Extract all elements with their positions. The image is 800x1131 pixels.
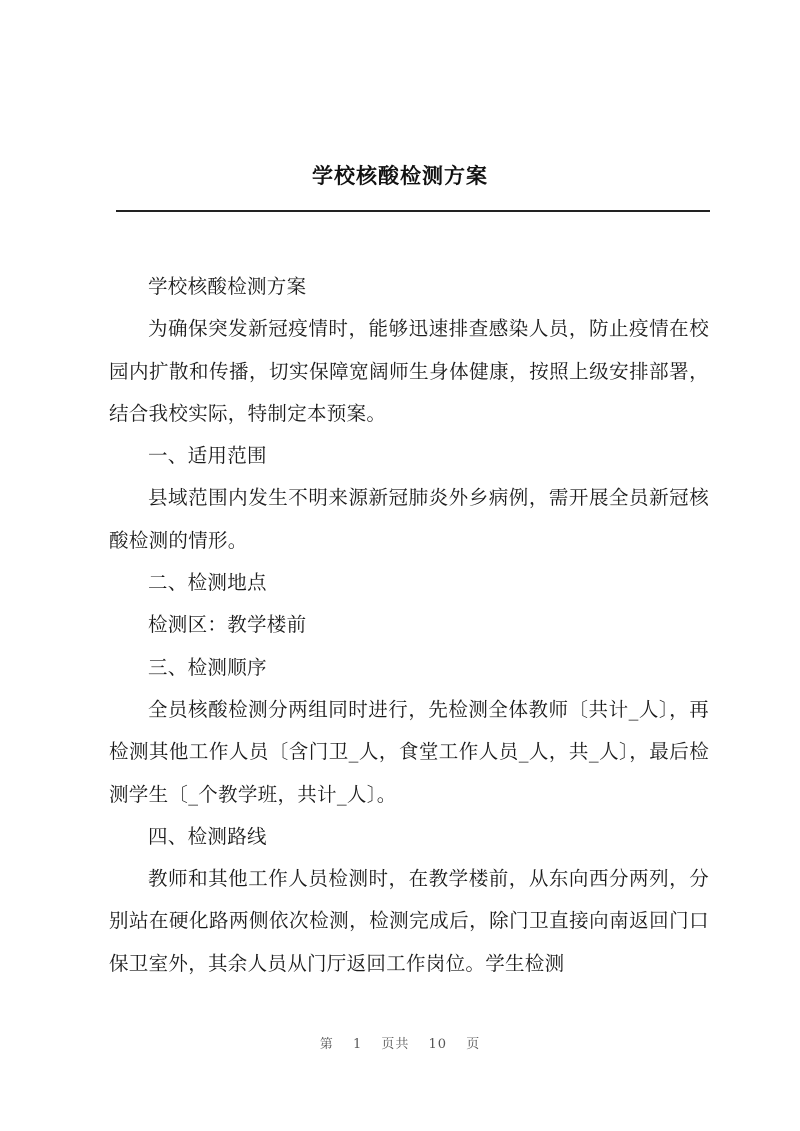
document-body bbox=[109, 266, 709, 985]
paragraph-heading: 学校核酸检测方案 bbox=[148, 275, 307, 298]
section-heading-location: 二、检测地点 bbox=[148, 571, 267, 595]
paragraph-route: 教师和其他工作人员检测时，在教学楼前，从东向西分两列，分别站在硬化路两侧依次检测，检测完成后，除门卫直接向南返回门口保卫室外，其余人员从门厅返回工作岗位。学生检测 bbox=[109, 867, 709, 975]
section-heading-scope: 一、适用范围 bbox=[148, 444, 267, 468]
footer-current-page: 1 bbox=[352, 1037, 363, 1052]
title-divider bbox=[116, 210, 710, 212]
footer-label-of: 页共 bbox=[381, 1037, 410, 1052]
footer-total-pages: 10 bbox=[428, 1037, 448, 1052]
document-title: 学校核酸检测方案 bbox=[312, 163, 488, 188]
paragraph-location: 检测区：教学楼前 bbox=[148, 613, 307, 637]
footer-label-pages: 页 bbox=[466, 1037, 481, 1052]
footer-label-page: 第 bbox=[319, 1037, 334, 1052]
paragraph-order: 全员核酸检测分两组同时进行，先检测全体教师〔共计_人〕，再检测其他工作人员〔含门卫_人，食堂工作人员_人，共_人〕，最后检测学生〔_个教学班，共计_人〕。 bbox=[109, 697, 709, 806]
paragraph-intro: 为确保突发新冠疫情时，能够迅速排查感染人员，防止疫情在校园内扩散和传播，切实保障宽阔师生身体健康，按照上级安排部署，结合我校实际，特制定本预案。 bbox=[109, 317, 709, 425]
section-heading-order: 三、检测顺序 bbox=[148, 655, 267, 679]
page-footer bbox=[0, 1033, 800, 1052]
section-heading-route: 四、检测路线 bbox=[148, 824, 267, 848]
paragraph-scope: 县域范围内发生不明来源新冠肺炎外乡病例，需开展全员新冠核酸检测的情形。 bbox=[109, 486, 709, 552]
